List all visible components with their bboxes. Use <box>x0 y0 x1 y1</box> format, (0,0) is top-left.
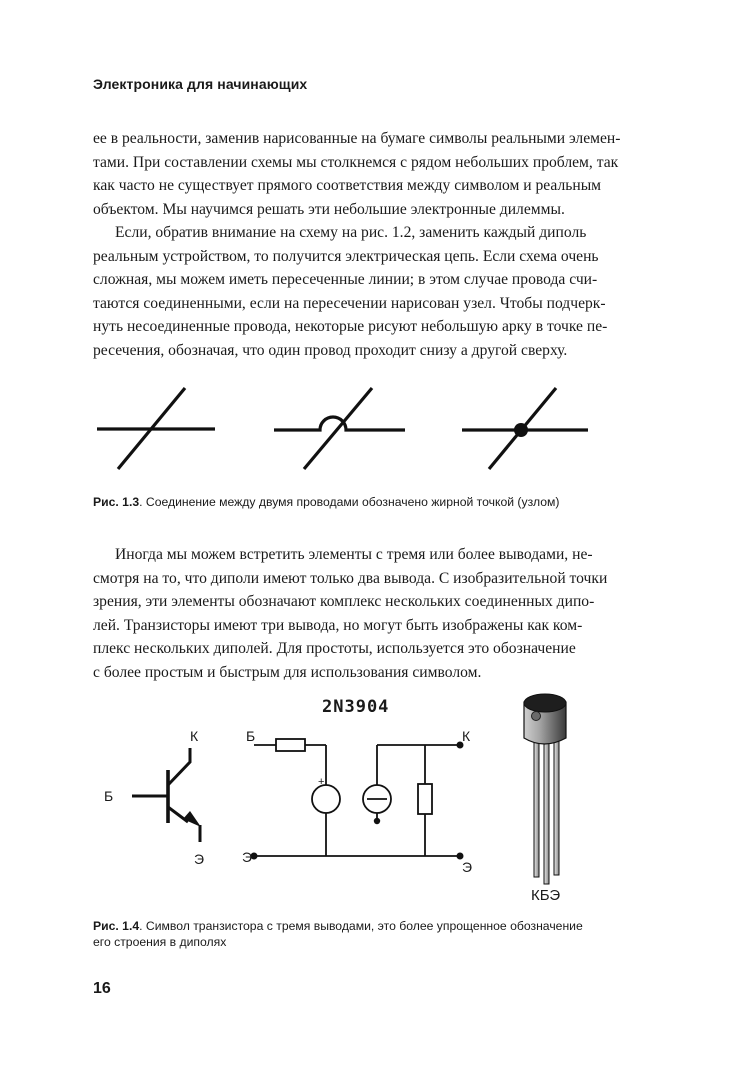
crossing-with-arc <box>274 388 405 469</box>
part-number-title: 2N3904 <box>322 697 390 717</box>
emitter-arrow-icon <box>183 811 201 827</box>
text-line: как часто не существует прямого соответствия между символом и реальным <box>93 177 602 195</box>
transistor-label-b: Б <box>104 788 114 804</box>
current-arrow-icon <box>374 818 380 824</box>
running-header: Электроника для начинающих <box>93 76 308 92</box>
text-line: таются соединенными, если на пересечении нарисован узел. Чтобы подчерк- <box>93 294 606 312</box>
figure-1-4-caption <box>93 918 663 950</box>
text-line: реальным устройством, то получится электрическая цепь. Если схема очень <box>93 247 599 265</box>
collector-resistor-icon <box>418 784 432 814</box>
caption-label: Рис. 1.3 <box>93 495 140 509</box>
junction-node-icon <box>514 423 528 437</box>
text-line: Иногда мы можем встретить элементы с тремя или более выводами, не- <box>115 546 593 563</box>
text-line: плекс нескольких диполей. Для простоты, используется это обозначение <box>93 640 576 658</box>
transistor-package-icon <box>524 694 566 884</box>
figure-1-3-drawing <box>0 385 737 485</box>
transistor-label-e: Э <box>194 851 205 867</box>
base-resistor-icon <box>276 739 305 751</box>
circuit-label-e-left: Э <box>242 849 253 865</box>
voltage-source-icon <box>312 785 340 813</box>
caption-text: . Соединение между двумя проводами обозначено жирной точкой (узлом) <box>139 495 560 509</box>
paragraph-2 <box>93 221 658 363</box>
polarity-plus: + <box>318 776 325 788</box>
text-line: зрения, эти элементы обозначают комплекс нескольких соединенных дипо- <box>93 593 595 611</box>
circuit-label-e-right: Э <box>462 859 473 875</box>
equivalent-circuit <box>254 739 460 856</box>
paragraph-3 <box>93 543 658 685</box>
package-pin-labels: КБЭ <box>531 887 561 904</box>
text-line: нуть несоединенные провода, некоторые рисуют небольшую арку в точке пе- <box>93 318 608 336</box>
paragraph-1 <box>93 127 658 221</box>
text-line: сложная, мы можем иметь пересеченные линии; в этом случае провода счи- <box>93 271 598 289</box>
crossing-no-connection <box>97 388 215 469</box>
page-number: 16 <box>93 980 111 997</box>
figure-1-3-caption <box>93 494 663 510</box>
text-line: Если, обратив внимание на схему на рис. 1.2, заменить каждый диполь <box>115 224 587 241</box>
text-line: объектом. Мы научимся решать эти небольшие электронные дилеммы. <box>93 200 565 218</box>
circuit-label-k: К <box>462 728 471 744</box>
text-line: с более простым и быстрым для использования символом. <box>93 663 482 681</box>
text-line: лей. Транзисторы имеют три вывода, но могут быть изображены как ком- <box>93 616 583 634</box>
transistor-label-k: К <box>190 728 199 744</box>
text-line: ее в реальности, заменив нарисованные на бумаге символы реальными элемен- <box>93 130 621 147</box>
caption-text-line2: его строения в диполях <box>93 935 227 949</box>
transistor-symbol <box>132 748 200 842</box>
caption-text: . Символ транзистора с тремя выводами, это более упрощенное обозначение <box>139 919 583 933</box>
text-line: тами. При составлении схемы мы столкнемся с рядом небольших проблем, так <box>93 153 619 171</box>
figure-1-4-drawing <box>0 680 737 910</box>
circuit-label-b: Б <box>246 728 256 744</box>
caption-label: Рис. 1.4 <box>93 919 140 933</box>
text-line: ресечения, обозначая, что один провод проходит снизу а другой сверху. <box>93 341 568 359</box>
text-line: смотря на то, что диполи имеют только два вывода. С изобразительной точки <box>93 569 608 587</box>
